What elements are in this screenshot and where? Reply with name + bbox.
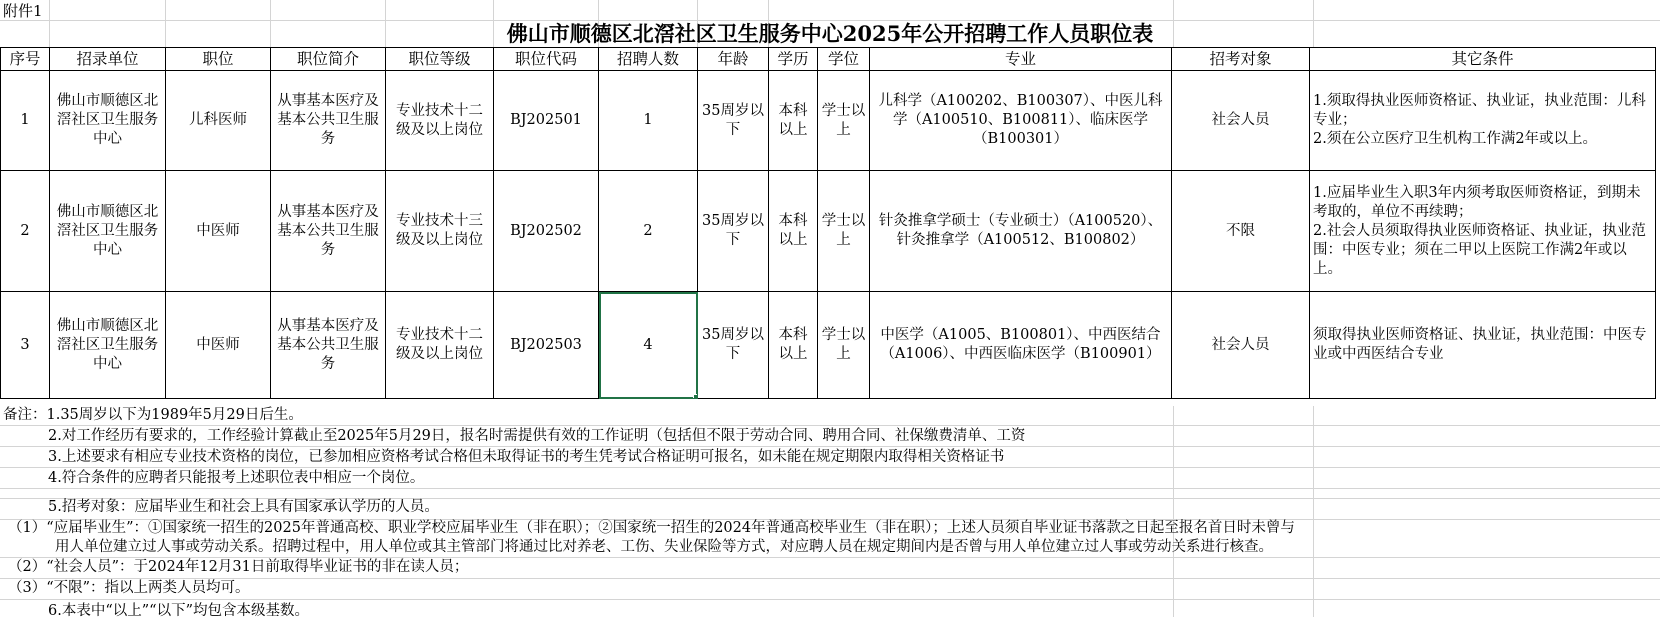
cell-degree[interactable]: 学士以上 bbox=[818, 171, 870, 292]
cell-code[interactable]: BJ202503 bbox=[494, 292, 599, 399]
cell-intro[interactable]: 从事基本医疗及基本公共卫生服务 bbox=[271, 171, 386, 292]
job-positions-table bbox=[0, 47, 1656, 399]
cell-position[interactable]: 中医师 bbox=[166, 171, 271, 292]
cell-count[interactable]: 1 bbox=[599, 71, 698, 171]
cell-other[interactable]: 须取得执业医师资格证、执业证，执业范围：中医专业或中西医结合专业 bbox=[1310, 292, 1656, 399]
cell-degree[interactable]: 学士以上 bbox=[818, 71, 870, 171]
cell-position[interactable]: 儿科医师 bbox=[166, 71, 271, 171]
cell-no[interactable]: 2 bbox=[1, 171, 50, 292]
table-header-row bbox=[1, 48, 1656, 71]
header-cell[interactable]: 学历 bbox=[769, 48, 818, 71]
cell-age[interactable]: 35周岁以下 bbox=[698, 292, 769, 399]
note-line: 4.符合条件的应聘者只能报考上述职位表中相应一个岗位。 bbox=[48, 470, 425, 486]
cell-unit[interactable]: 佛山市顺德区北滘社区卫生服务中心 bbox=[50, 292, 166, 399]
cell-intro[interactable]: 从事基本医疗及基本公共卫生服务 bbox=[271, 292, 386, 399]
note-line: 备注：1.35周岁以下为1989年5月29日后生。 bbox=[3, 407, 303, 423]
cell-level[interactable]: 专业技术十二级及以上岗位 bbox=[386, 71, 494, 171]
cell-other[interactable]: 1.须取得执业医师资格证、执业证，执业范围：儿科专业； 2.须在公立医疗卫生机构工作满2年或以上。 bbox=[1310, 71, 1656, 171]
cell-target[interactable]: 不限 bbox=[1172, 171, 1310, 292]
cell-unit[interactable]: 佛山市顺德区北滘社区卫生服务中心 bbox=[50, 71, 166, 171]
header-cell[interactable]: 职位代码 bbox=[494, 48, 599, 71]
cell-target[interactable]: 社会人员 bbox=[1172, 292, 1310, 399]
cell-no[interactable]: 3 bbox=[1, 292, 50, 399]
cell-major[interactable]: 中医学（A1005、B100801）、中西医结合（A1006）、中西医临床医学（B100901） bbox=[870, 292, 1172, 399]
table-row bbox=[1, 292, 1656, 399]
header-cell[interactable]: 招考对象 bbox=[1172, 48, 1310, 71]
header-cell[interactable]: 招聘人数 bbox=[599, 48, 698, 71]
note-line: 用人单位建立过人事或劳动关系。招聘过程中，用人单位或其主管部门将通过比对养老、工伤、失业保险等方式，对应聘人员在规定期间内是否曾与用人单位建立过人事或劳动关系进行核查。 bbox=[55, 539, 1273, 555]
note-line: 5.招考对象：应届毕业生和社会上具有国家承认学历的人员。 bbox=[48, 499, 439, 515]
header-cell[interactable]: 职位简介 bbox=[271, 48, 386, 71]
cell-level[interactable]: 专业技术十三级及以上岗位 bbox=[386, 171, 494, 292]
cell-unit[interactable]: 佛山市顺德区北滘社区卫生服务中心 bbox=[50, 171, 166, 292]
note-line: （1）“应届毕业生”：①国家统一招生的2025年普通高校、职业学校应届毕业生（非在职）；②国家统一招生的2024年普通高校毕业生（非在职）；上述人员须自毕业证书落款之日起至报名首日时未曾与 bbox=[8, 520, 1295, 536]
cell-age[interactable]: 35周岁以下 bbox=[698, 71, 769, 171]
header-cell[interactable]: 招录单位 bbox=[50, 48, 166, 71]
page-title: 佛山市顺德区北滘社区卫生服务中心2025年公开招聘工作人员职位表 bbox=[506, 21, 1154, 46]
cell-other[interactable]: 1.应届毕业生入职3年内须考取医师资格证，到期未考取的，单位不再续聘； 2.社会人员须取得执业医师资格证、执业证，执业范围：中医专业；须在二甲以上医院工作满2年或以上。 bbox=[1310, 171, 1656, 292]
note-line: （2）“社会人员”：于2024年12月31日前取得毕业证书的非在读人员； bbox=[8, 559, 469, 575]
cell-intro[interactable]: 从事基本医疗及基本公共卫生服务 bbox=[271, 71, 386, 171]
cell-education[interactable]: 本科以上 bbox=[769, 71, 818, 171]
cell-education[interactable]: 本科以上 bbox=[769, 171, 818, 292]
cell-code[interactable]: BJ202502 bbox=[494, 171, 599, 292]
cell-degree[interactable]: 学士以上 bbox=[818, 292, 870, 399]
cell-level[interactable]: 专业技术十二级及以上岗位 bbox=[386, 292, 494, 399]
cell-education[interactable]: 本科以上 bbox=[769, 292, 818, 399]
note-line: 3.上述要求有相应专业技术资格的岗位，已参加相应资格考试合格但未取得证书的考生凭考试合格证明可报名，如未能在规定期限内取得相关资格证书 bbox=[48, 449, 1005, 465]
cell-code[interactable]: BJ202501 bbox=[494, 71, 599, 171]
cell-target[interactable]: 社会人员 bbox=[1172, 71, 1310, 171]
header-cell[interactable]: 职位等级 bbox=[386, 48, 494, 71]
header-cell[interactable]: 学位 bbox=[818, 48, 870, 71]
table-row bbox=[1, 171, 1656, 292]
header-cell[interactable]: 序号 bbox=[1, 48, 50, 71]
table-row bbox=[1, 71, 1656, 171]
cell-count[interactable]: 2 bbox=[599, 171, 698, 292]
note-line: （3）“不限”：指以上两类人员均可。 bbox=[8, 580, 250, 596]
cell-position[interactable]: 中医师 bbox=[166, 292, 271, 399]
cell-major[interactable]: 针灸推拿学硕士（专业硕士）（A100520）、针灸推拿学（A100512、B100802） bbox=[870, 171, 1172, 292]
header-cell[interactable]: 其它条件 bbox=[1310, 48, 1656, 71]
header-cell[interactable]: 年龄 bbox=[698, 48, 769, 71]
header-cell[interactable]: 专业 bbox=[870, 48, 1172, 71]
cell-major[interactable]: 儿科学（A100202、B100307）、中医儿科学（A100510、B100811）、临床医学（B100301） bbox=[870, 71, 1172, 171]
note-line: 2.对工作经历有要求的，工作经验计算截止至2025年5月29日，报名时需提供有效的工作证明（包括但不限于劳动合同、聘用合同、社保缴费清单、工资 bbox=[48, 428, 1026, 444]
attachment-label: 附件1 bbox=[3, 2, 43, 20]
cell-count-selected[interactable]: 4 bbox=[599, 292, 698, 399]
cell-age[interactable]: 35周岁以下 bbox=[698, 171, 769, 292]
note-line: 6.本表中“以上”“以下”均包含本级基数。 bbox=[48, 603, 309, 619]
cell-no[interactable]: 1 bbox=[1, 71, 50, 171]
header-cell[interactable]: 职位 bbox=[166, 48, 271, 71]
